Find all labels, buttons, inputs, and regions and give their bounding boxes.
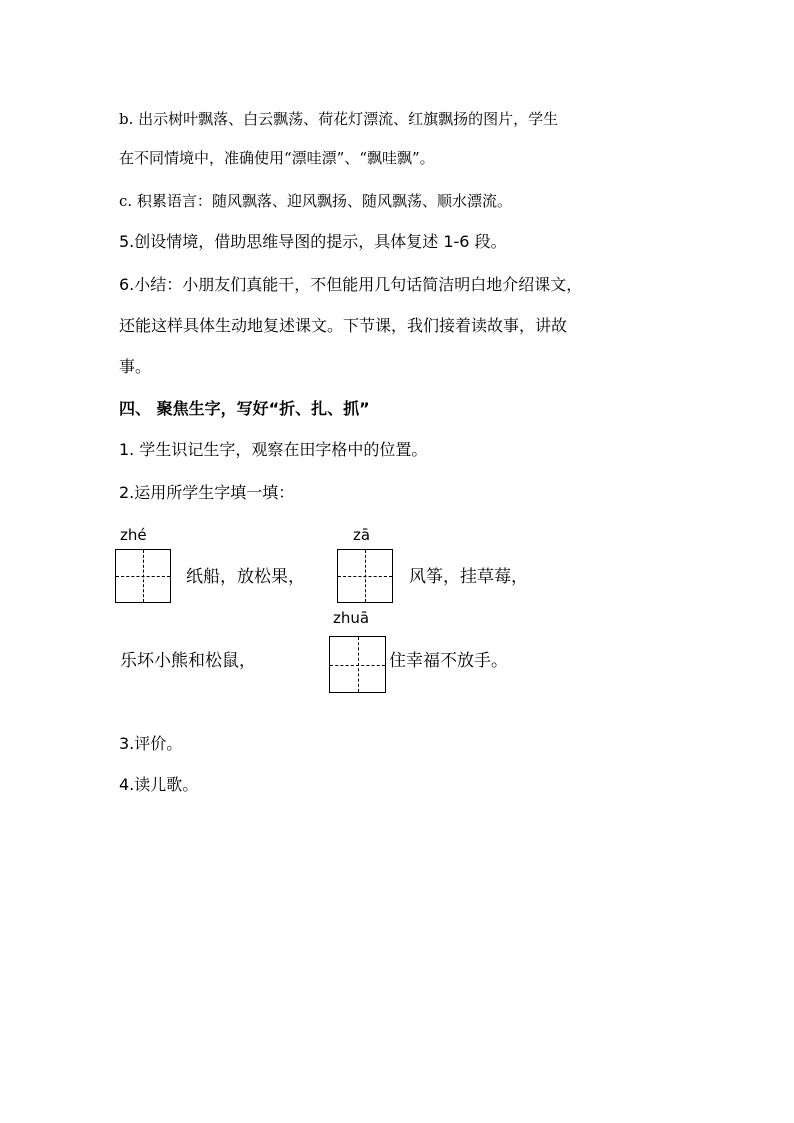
grid-vertical-guide — [358, 637, 359, 692]
tianzige-box-zhe — [115, 549, 171, 603]
step-6-line3: 事。 — [119, 357, 152, 376]
tianzige-box-za — [337, 549, 393, 603]
tianzige-box-zhua — [329, 636, 386, 693]
item-4: 4.读儿歌。 — [119, 775, 199, 794]
step-6-line2: 还能这样具体生动地复述课文。下节课，我们接着读故事，讲故 — [119, 316, 568, 335]
item-1: 1. 学生识记生字，观察在田字格中的位置。 — [119, 440, 428, 459]
step-5: 5.创设情境，借助思维导图的提示，具体复述 1-6 段。 — [119, 232, 507, 251]
pinyin-za: zā — [353, 526, 371, 544]
item-2: 2.运用所学生字填一填： — [119, 483, 295, 502]
exercise-text-3: 乐坏小熊和松鼠， — [120, 651, 256, 671]
item-3: 3.评价。 — [119, 734, 183, 753]
exercise-text-2: 风筝，挂草莓， — [409, 567, 528, 587]
grid-vertical-guide — [143, 550, 144, 602]
paragraph-c: c. 积累语言：随风飘落、迎风飘扬、随风飘荡、顺水漂流。 — [119, 192, 512, 210]
exercise-text-1: 纸船，放松果， — [186, 567, 305, 587]
section-heading-4: 四、 聚焦生字，写好“折、扎、抓” — [119, 399, 370, 418]
step-6-line1: 6.小结：小朋友们真能干，不但能用几句话简洁明白地介绍课文， — [119, 275, 583, 294]
pinyin-zhua: zhuā — [333, 609, 370, 627]
pinyin-zhe: zhé — [120, 526, 147, 544]
exercise-text-4: 住幸福不放手。 — [389, 651, 508, 671]
grid-vertical-guide — [365, 550, 366, 602]
paragraph-b-line1: b. 出示树叶飘落、白云飘荡、荷花灯漂流、红旗飘扬的图片，学生 — [119, 110, 559, 128]
paragraph-b-line2: 在不同情境中，准确使用“漂哇漂”、“飘哇飘”。 — [119, 149, 435, 167]
